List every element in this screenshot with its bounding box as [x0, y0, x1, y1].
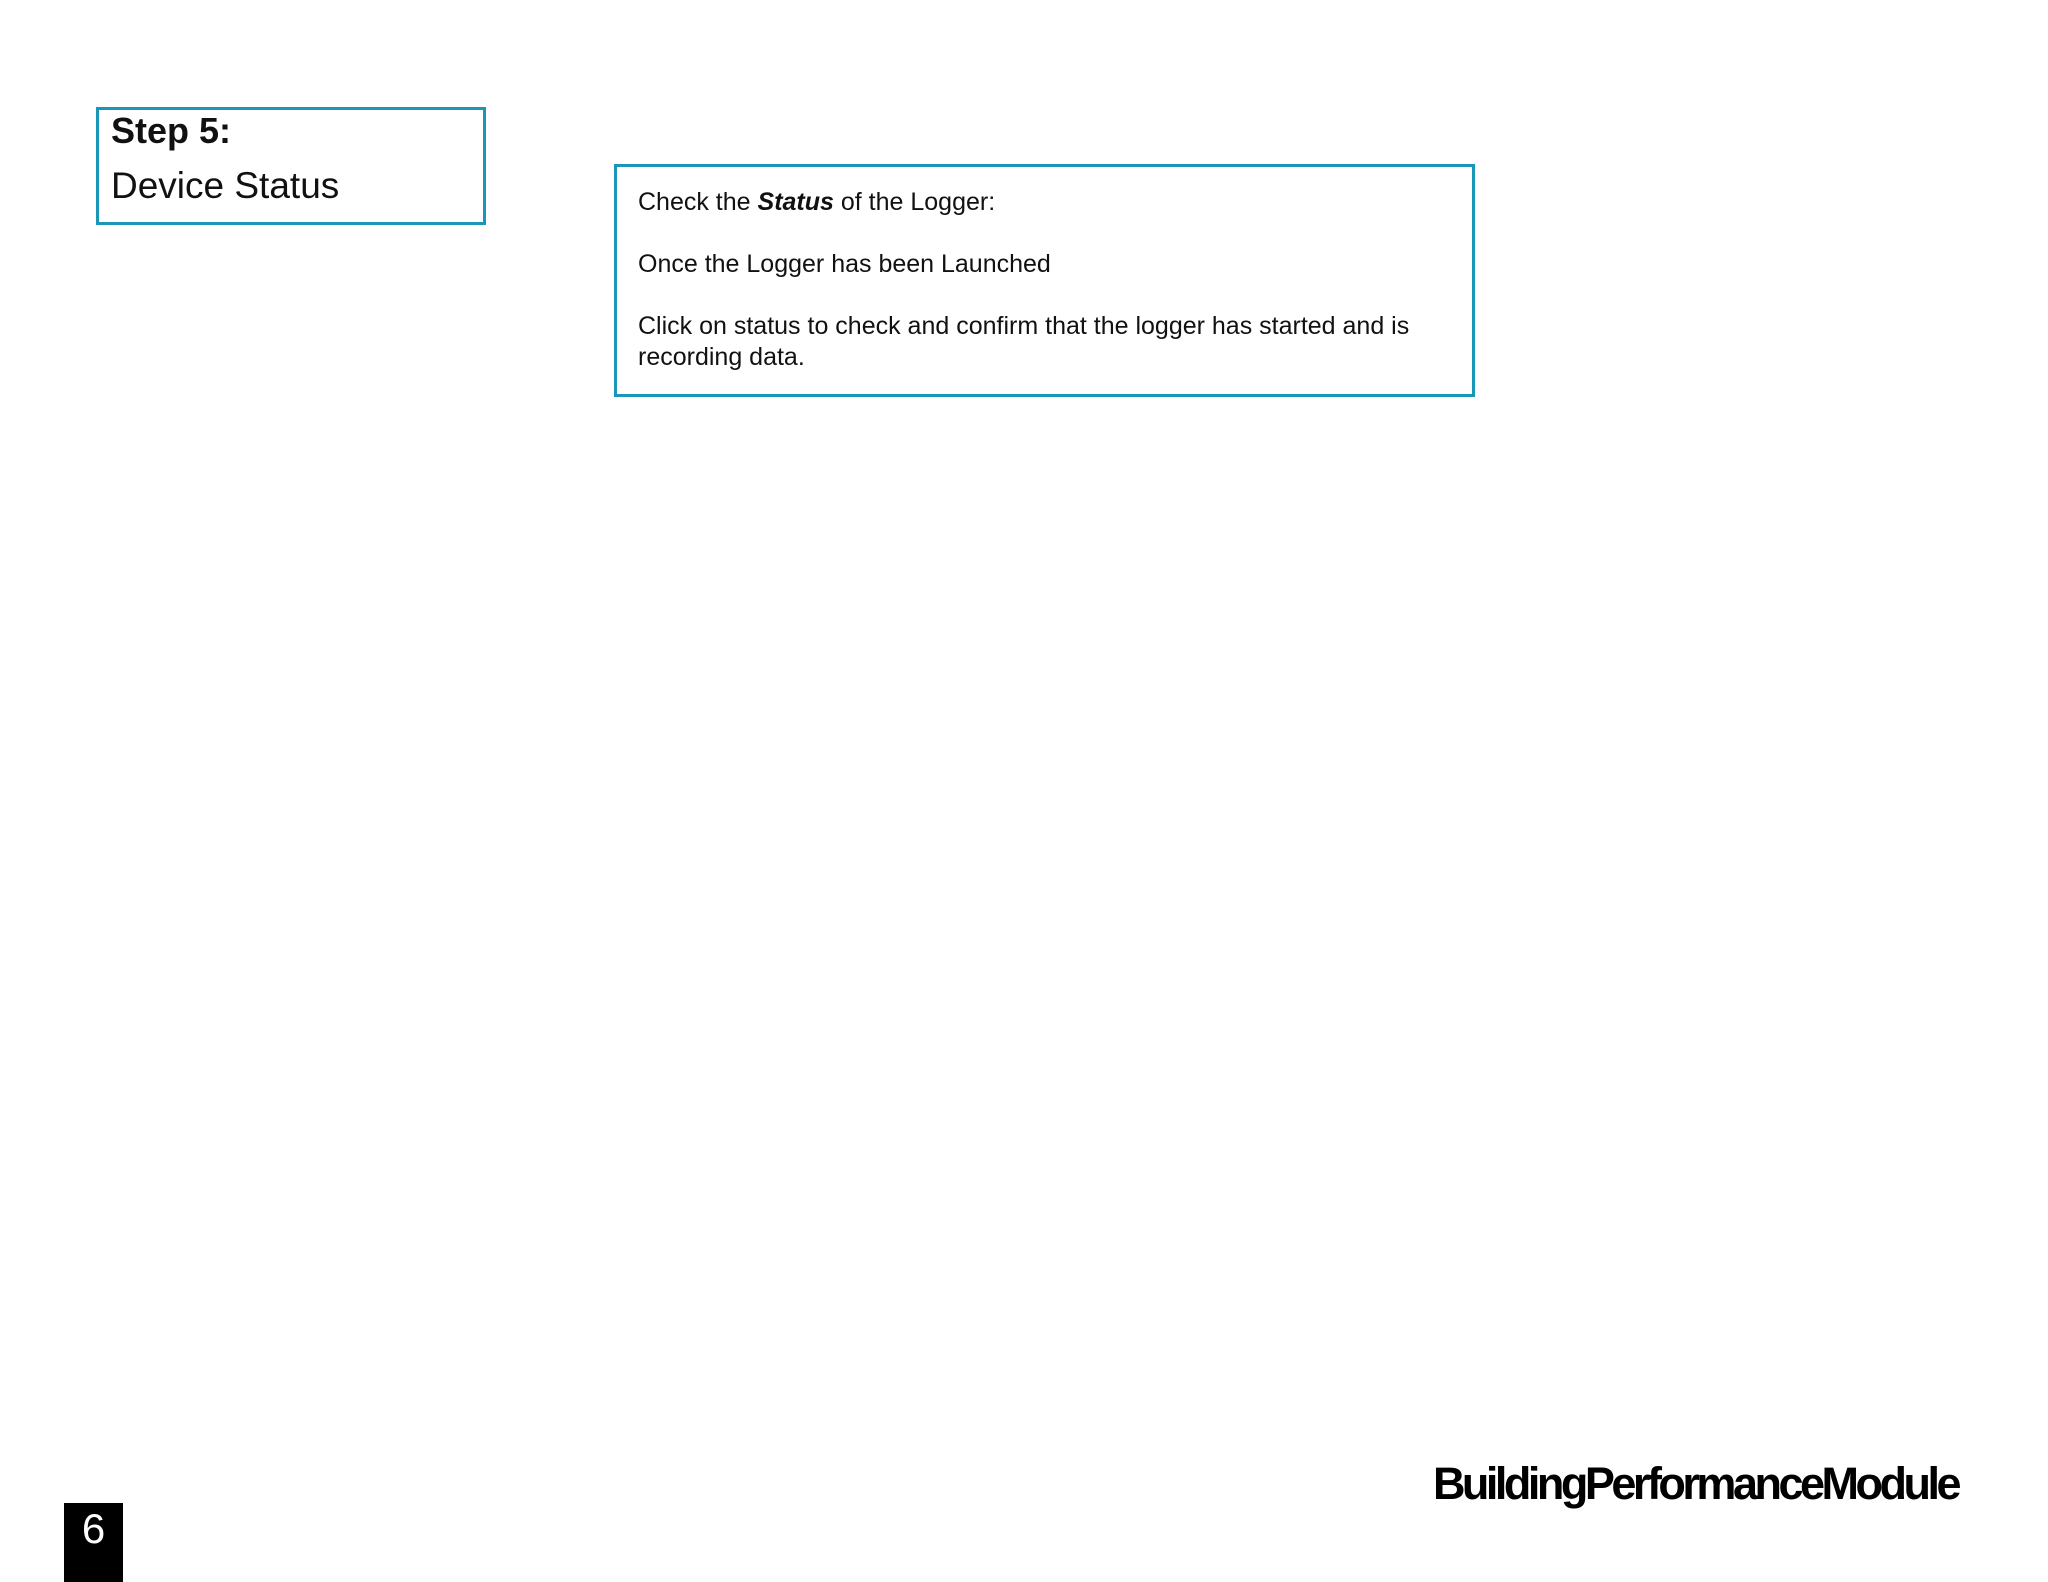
instruction-line-launched: Once the Logger has been Launched [638, 250, 1051, 278]
step-number: Step 5: [111, 110, 232, 151]
instruction-box [614, 164, 1475, 397]
instruction-emphasis: Status [757, 188, 834, 216]
instruction-text: Check the [638, 188, 758, 216]
brand-logo: BuildingPerformanceModule [1432, 1458, 1958, 1509]
step-title: Device Status [111, 165, 340, 206]
instruction-line-check-status [638, 187, 1452, 218]
page-number: 6 [64, 1503, 123, 1582]
instruction-line-click-status: Click on status to check and confirm that the logger has started and is recording data. [638, 312, 1410, 371]
step-header-box [96, 107, 486, 225]
instruction-text: of the Logger: [833, 188, 996, 216]
